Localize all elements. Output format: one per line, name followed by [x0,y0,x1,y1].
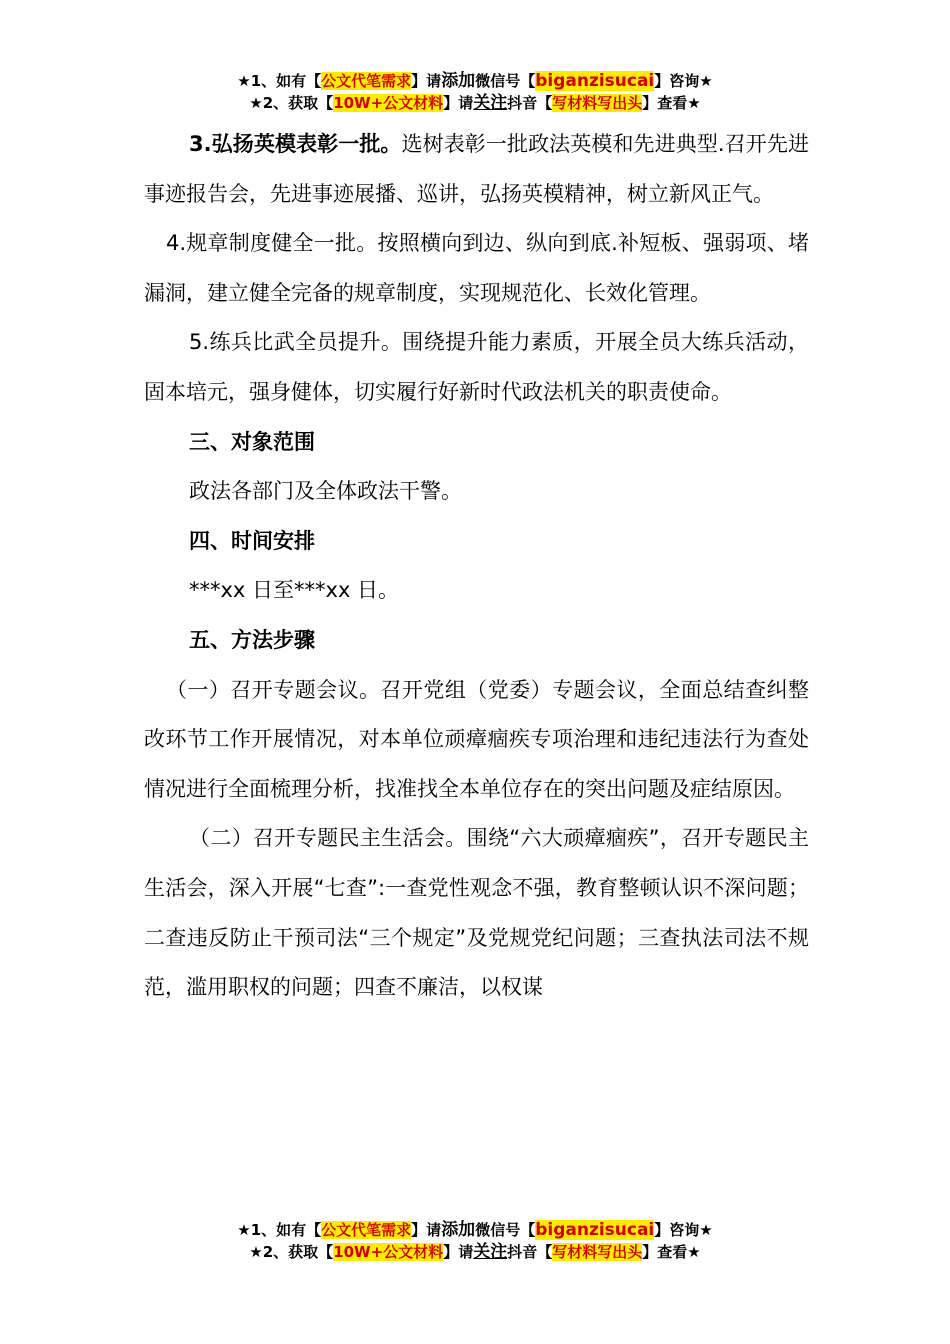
banner-highlight-service: 公文代笔需求 [321,1221,412,1239]
banner-line-2: ★2、获取【10W+公文材料】请关注抖音【写材料写出头】查看★ [249,93,701,113]
banner-highlight-service: 公文代笔需求 [321,72,412,90]
section-3-text: 政法各部门及全体政法干警。 [189,479,462,504]
step-2-paragraph: （二）召开专题民主生活会。围绕“六大顽瘴痼疾”，召开专题民主生活会，深入开展“七查”:一查党性观念不强，教育整顿认识不深问题；二查违反防止干预司法“三个规定”及党规党纪问题；三查执法司法不规范，滥用职权的问题；四查不廉洁，以权谋 [144,826,809,1000]
item-3-title: 3.弘扬英模表彰一批。 [189,132,402,156]
section-3-heading: 三、对象范围 [189,429,315,454]
item-3-paragraph [144,120,809,219]
bottom-banner [0,1219,950,1263]
section-4-heading: 四、时间安排 [189,528,315,553]
banner-line-2: ★2、获取【10W+公文材料】请关注抖音【写材料写出头】查看★ [249,1242,701,1262]
banner-highlight-douyin-account: 写材料写出头 [552,94,643,112]
section-4-text: ***xx 日至***xx 日。 [189,578,400,603]
step-1-paragraph: （一）召开专题会议。召开党组（党委）专题会议，全面总结查纠整改环节工作开展情况，对本单位顽瘴痼疾专项治理和违纪违法行为查处情况进行全面梳理分析，找准找全本单位存在的突出问题及症结原因。 [144,677,809,801]
item-3-text: 选树表彰一批政法英模和先进典型.召开先进事迹报告会，先进事迹展播、巡讲，弘扬英模精神，树立新风正气。 [144,132,809,206]
top-banner [0,70,950,114]
banner-line-1: ★1、如有【公文代笔需求】请添加微信号【biganzisucai】咨询★ [237,71,713,91]
item-4-paragraph: 4.规章制度健全一批。按照横向到边、纵向到底.补短板、强弱项、堵漏洞，建立健全完备的规章制度，实现规范化、长效化管理。 [144,231,809,305]
section-5-heading: 五、方法步骤 [189,627,315,652]
banner-highlight-douyin-account: 写材料写出头 [552,1243,643,1261]
banner-line-1: ★1、如有【公文代笔需求】请添加微信号【biganzisucai】咨询★ [237,1220,713,1240]
banner-highlight-materials: 10W+公文材料 [333,94,444,112]
document-body [144,120,809,1013]
banner-highlight-wechat-id: biganzisucai [535,1220,655,1240]
banner-highlight-wechat-id: biganzisucai [535,71,655,91]
item-5-paragraph: 5.练兵比武全员提升。围绕提升能力素质，开展全员大练兵活动，固本培元，强身健体，切实履行好新时代政法机关的职责使命。 [144,330,809,404]
banner-highlight-materials: 10W+公文材料 [333,1243,444,1261]
